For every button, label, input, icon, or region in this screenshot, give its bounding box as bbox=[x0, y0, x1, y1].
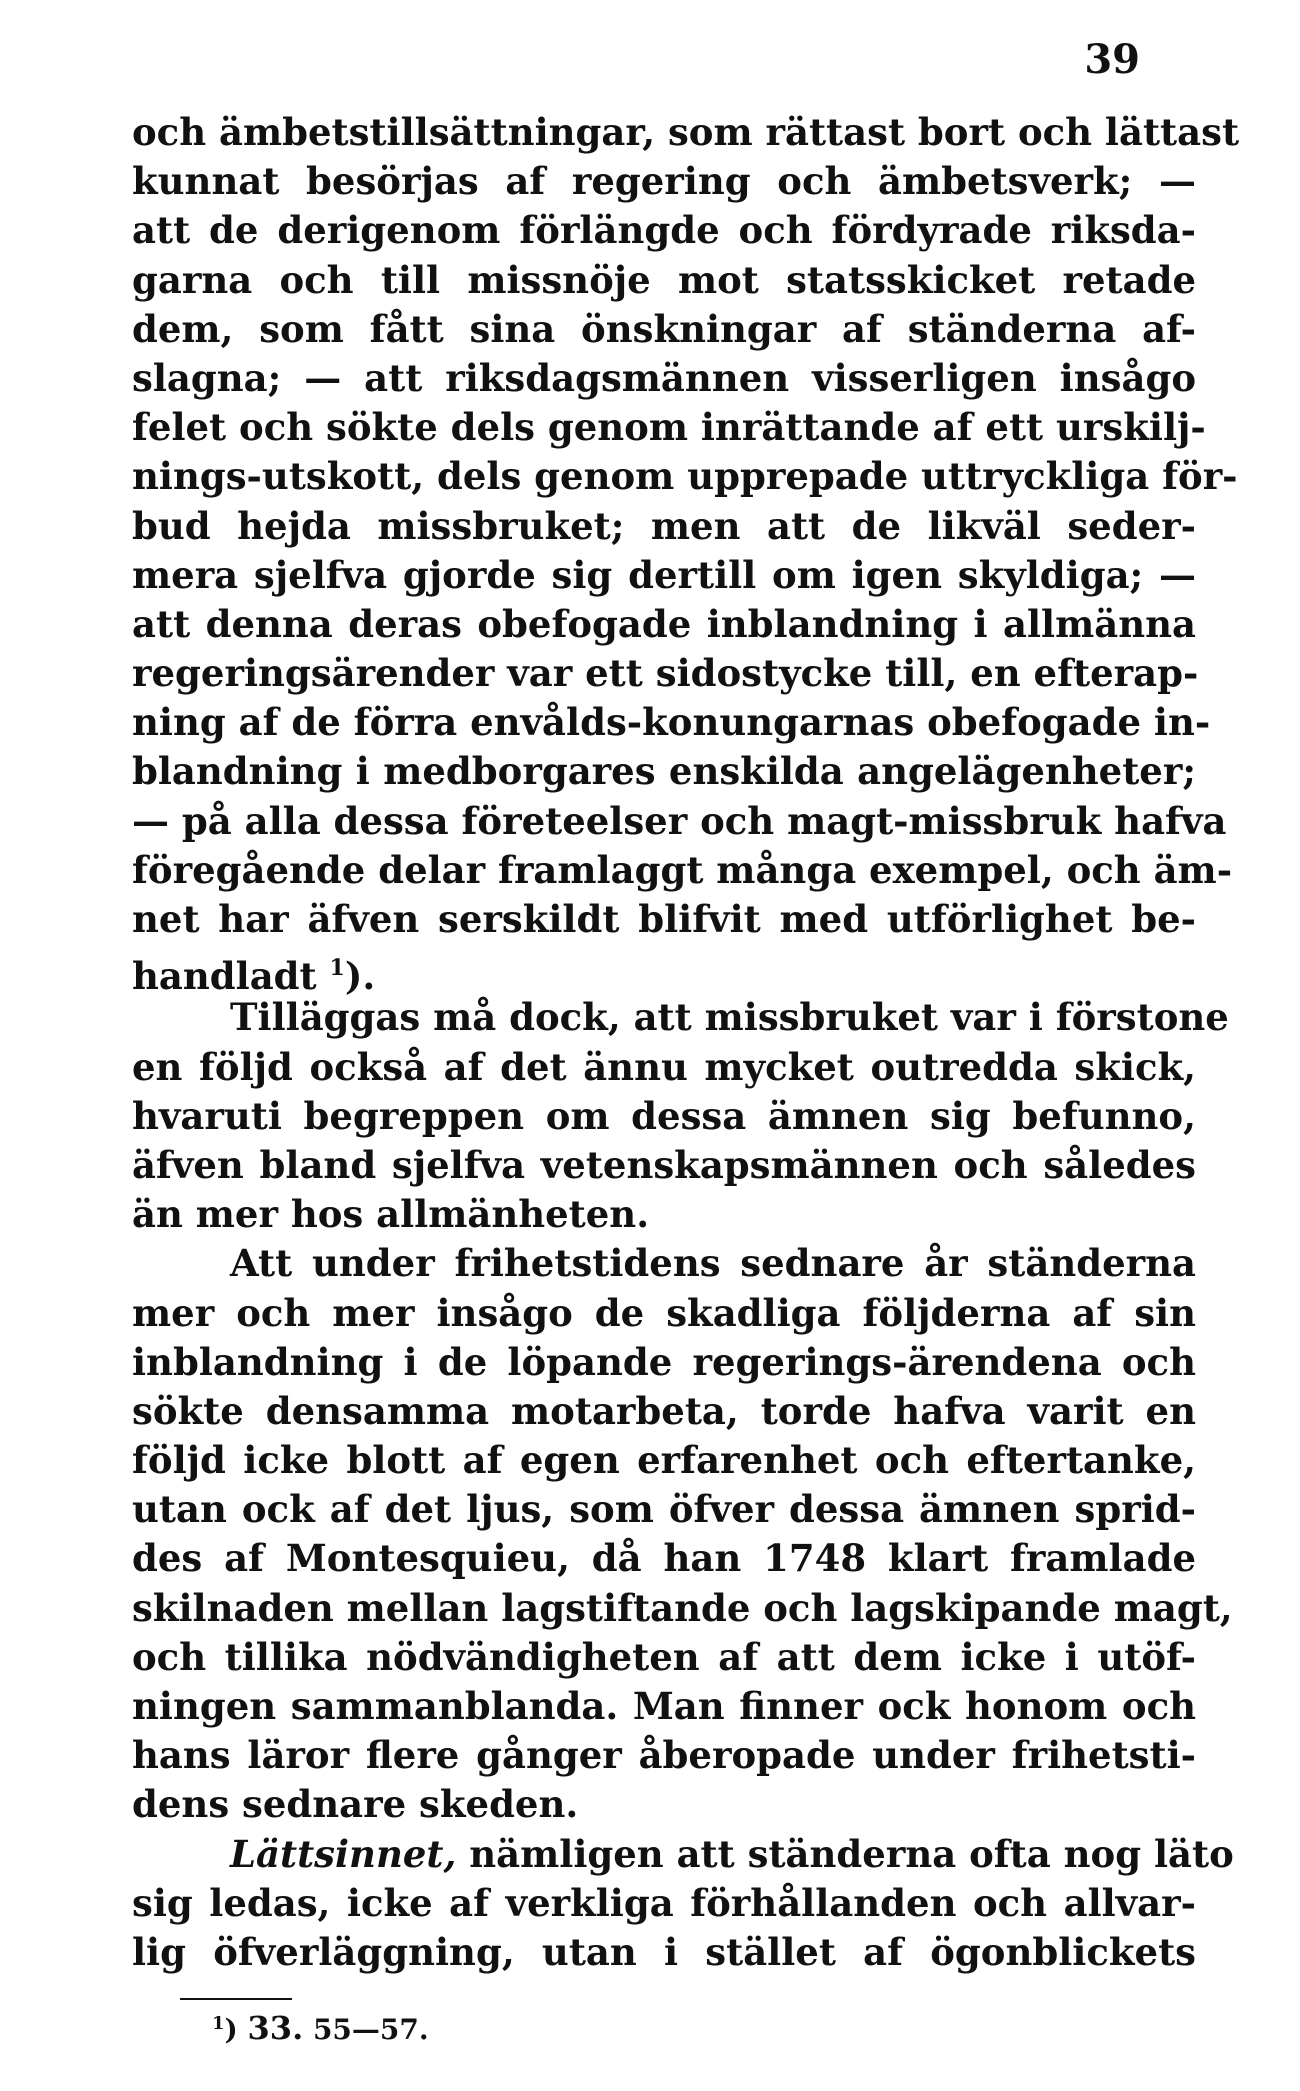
text-line: hvaruti begreppen om dessa ämnen sig befunno, bbox=[132, 1093, 1196, 1138]
text-fragment: nämligen att ständerna ofta nog läto bbox=[456, 1831, 1234, 1876]
text-line: nings-utskott, dels genom upprepade uttryckliga för- bbox=[132, 454, 1238, 499]
text-fragment: handladt bbox=[132, 954, 317, 999]
text-line: skilnaden mellan lagstiftande och lagskipande magt, bbox=[132, 1585, 1233, 1630]
paragraph-start-line bbox=[132, 1830, 1234, 1879]
text-line: mer och mer insågo de skadliga följderna af sin bbox=[132, 1290, 1196, 1335]
text-line: — på alla dessa företeelser och magt-missbruk hafva bbox=[132, 798, 1227, 843]
body-text bbox=[132, 108, 1240, 1977]
footnote-divider bbox=[180, 1998, 292, 2000]
text-line: net har äfven serskildt blifvit med utförlighet be- bbox=[132, 897, 1196, 941]
text-line: sökte densamma motarbeta, torde hafva varit en bbox=[132, 1388, 1196, 1433]
text-line: kunnat besörjas af regering och ämbetsverk; — bbox=[132, 159, 1196, 204]
text-line: ning af de förra envålds-konungarnas obefogade in- bbox=[132, 700, 1211, 745]
text-line: ningen sammanblanda. Man finner ock honom och bbox=[132, 1684, 1196, 1728]
text-line-with-footnote bbox=[132, 944, 1196, 999]
text-line: att denna deras obefogade inblandning i allmänna bbox=[132, 601, 1196, 646]
footnote-pages: 55—57. bbox=[312, 2013, 429, 2046]
text-line: och tillika nödvändigheten af att dem icke i utöf- bbox=[132, 1634, 1196, 1679]
text-line: dem, som fått sina önskningar af ständerna af- bbox=[132, 306, 1196, 351]
text-line: att de derigenom förlängde och fördyrade riksda- bbox=[132, 208, 1196, 253]
text-line: blandning i medborgares enskilda angelägenheter; bbox=[132, 749, 1196, 794]
text-line: lig öfverläggning, utan i stället af ögonblickets bbox=[132, 1929, 1196, 1974]
text-fragment: ). bbox=[344, 954, 376, 999]
text-line: garna och till missnöje mot statsskicket retade bbox=[132, 257, 1196, 302]
text-line: inblandning i de löpande regerings-ärendena och bbox=[132, 1339, 1196, 1384]
footnote-ref-number: 33. bbox=[247, 2009, 304, 2047]
text-line: des af Montesquieu, då han 1748 klart framlade bbox=[132, 1536, 1196, 1581]
text-line: regeringsärender var ett sidostycke till, en efterap- bbox=[132, 651, 1199, 696]
text-line: äfven bland sjelfva vetenskapsmännen och således bbox=[132, 1142, 1196, 1187]
text-line: sig ledas, icke af verkliga förhållanden och allvar- bbox=[132, 1880, 1196, 1925]
text-line: och ämbetstillsättningar, som rättast bort och lättast bbox=[132, 110, 1240, 154]
text-line: en följd också af det ännu mycket outredda skick, bbox=[132, 1044, 1196, 1089]
text-line: utan ock af det ljus, som öfver dessa ämnen sprid- bbox=[132, 1487, 1196, 1532]
text-line: mera sjelfva gjorde sig dertill om igen skyldiga; — bbox=[132, 552, 1196, 597]
page-number: 39 bbox=[1084, 36, 1140, 83]
text-line: bud hejda missbruket; men att de likväl seder- bbox=[132, 503, 1196, 548]
emphasized-term: Lättsinnet, bbox=[230, 1831, 457, 1876]
text-line: slagna; — att riksdagsmännen visserligen insågo bbox=[132, 355, 1196, 400]
text-line: hans läror flere gånger åberopade under frihetsti- bbox=[132, 1733, 1196, 1778]
paragraph-start-line: Tilläggas må dock, att missbruket var i förstone bbox=[230, 995, 1229, 1040]
text-line: felet och sökte dels genom inrättande af ett urskilj- bbox=[132, 405, 1206, 450]
footnote: $^1$) 33. 55—57. bbox=[212, 2009, 429, 2047]
text-line: följd icke blott af egen erfarenhet och eftertanke, bbox=[132, 1438, 1196, 1483]
paragraph-start-line: Att under frihetstidens sednare år ständerna bbox=[230, 1241, 1196, 1286]
footnote-marker: 1 bbox=[212, 2013, 225, 2034]
text-line: föregående delar framlaggt många exempel, och äm- bbox=[132, 847, 1233, 892]
text-line: än mer hos allmänheten. bbox=[132, 1192, 650, 1237]
text-line: dens sednare skeden. bbox=[132, 1782, 579, 1827]
footnote-reference[interactable]: 1 bbox=[329, 955, 345, 982]
